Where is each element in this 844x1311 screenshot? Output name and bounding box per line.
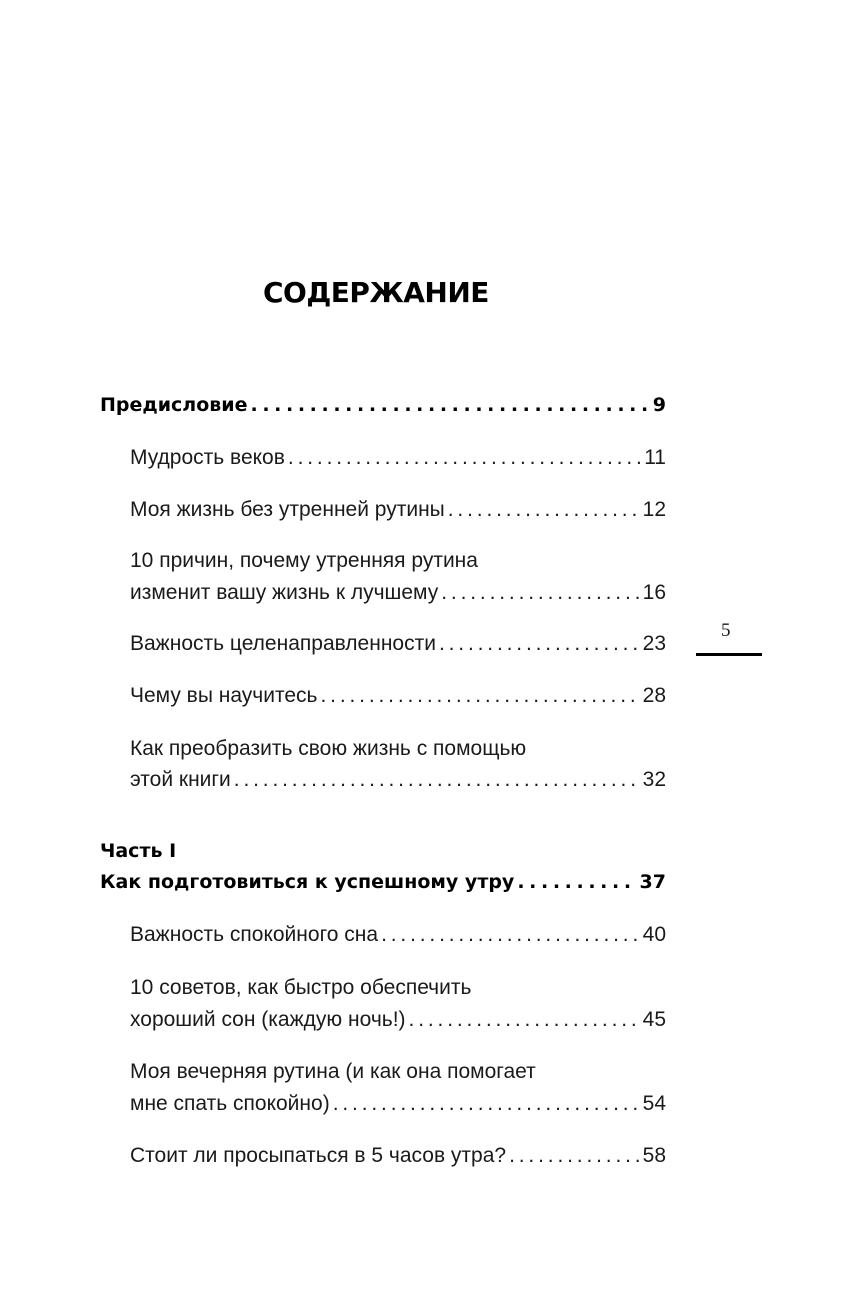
toc-entry [130,578,666,608]
toc-entry-page: 54 [642,1092,666,1115]
toc-entry-page: 9 [652,394,666,416]
page-title: СОДЕРЖАНИЕ [263,276,489,309]
toc-entry [130,920,666,950]
dot-leader [509,1141,640,1171]
toc-entry-page: 12 [642,498,666,521]
dot-leader [439,629,640,659]
toc-entry-label: этой книги [130,768,231,791]
toc-entry-label: Мудрость веков [130,446,285,469]
dot-leader [409,1005,640,1035]
toc-entry-label: Важность спокойного сна [130,923,379,946]
dot-leader [234,765,640,795]
toc-entry-label: Моя жизнь без утренней рутины [130,498,445,521]
toc-entry-page: 11 [644,446,666,469]
page-number-rule [696,653,762,656]
dot-leader [517,867,636,897]
toc-entry-page: 28 [642,684,666,707]
toc-entry [130,443,666,473]
toc-entry [130,1005,666,1035]
toc-entry-page: 40 [642,923,666,946]
toc-entry [130,495,666,525]
toc-entry-line1: Как преобразить свою жизнь с помощью [130,737,527,760]
toc-entry [130,765,666,795]
dot-leader [251,390,650,420]
toc-entry-label: изменит вашу жизнь к лучшему [130,581,439,604]
page-number: 5 [721,620,731,641]
toc-entry-label: Чему вы научитесь [130,684,318,707]
toc-entry-page: 23 [642,632,666,655]
toc-entry-page: 45 [642,1008,666,1031]
toc-entry-label: Как подготовиться к успешному утру [100,871,515,893]
toc-entry-label: Стоит ли просыпаться в 5 часов утра? [130,1144,507,1167]
toc-entry [130,1141,666,1171]
toc-entry-page: 32 [642,768,666,791]
toc-entry [130,629,666,659]
dot-leader [441,578,639,608]
toc-entry-label: Предисловие [100,394,248,416]
toc-entry-page: 37 [639,871,666,893]
toc-entry-page: 16 [642,581,666,604]
toc-entry [130,681,666,711]
toc-entry-label: хороший сон (каждую ночь!) [130,1008,406,1031]
dot-leader [333,1089,640,1119]
toc-entry-part1 [100,867,666,897]
toc-entry-line1: 10 причин, почему утренняя рутина [130,549,478,572]
dot-leader [320,681,639,711]
part-label: Часть I [100,840,177,862]
toc-entry-label: мне спать спокойно) [130,1092,330,1115]
dot-leader [448,495,640,525]
toc-entry [130,1089,666,1119]
toc-entry-label: Важность целенаправленности [130,632,436,655]
dot-leader [381,920,640,950]
dot-leader [288,443,641,473]
toc-entry-page: 58 [642,1144,666,1167]
toc-entry-line1: Моя вечерняя рутина (и как она помогает [130,1060,536,1083]
toc-entry-line1: 10 советов, как быстро обеспечить [130,976,472,999]
toc-entry-preface [100,390,666,420]
